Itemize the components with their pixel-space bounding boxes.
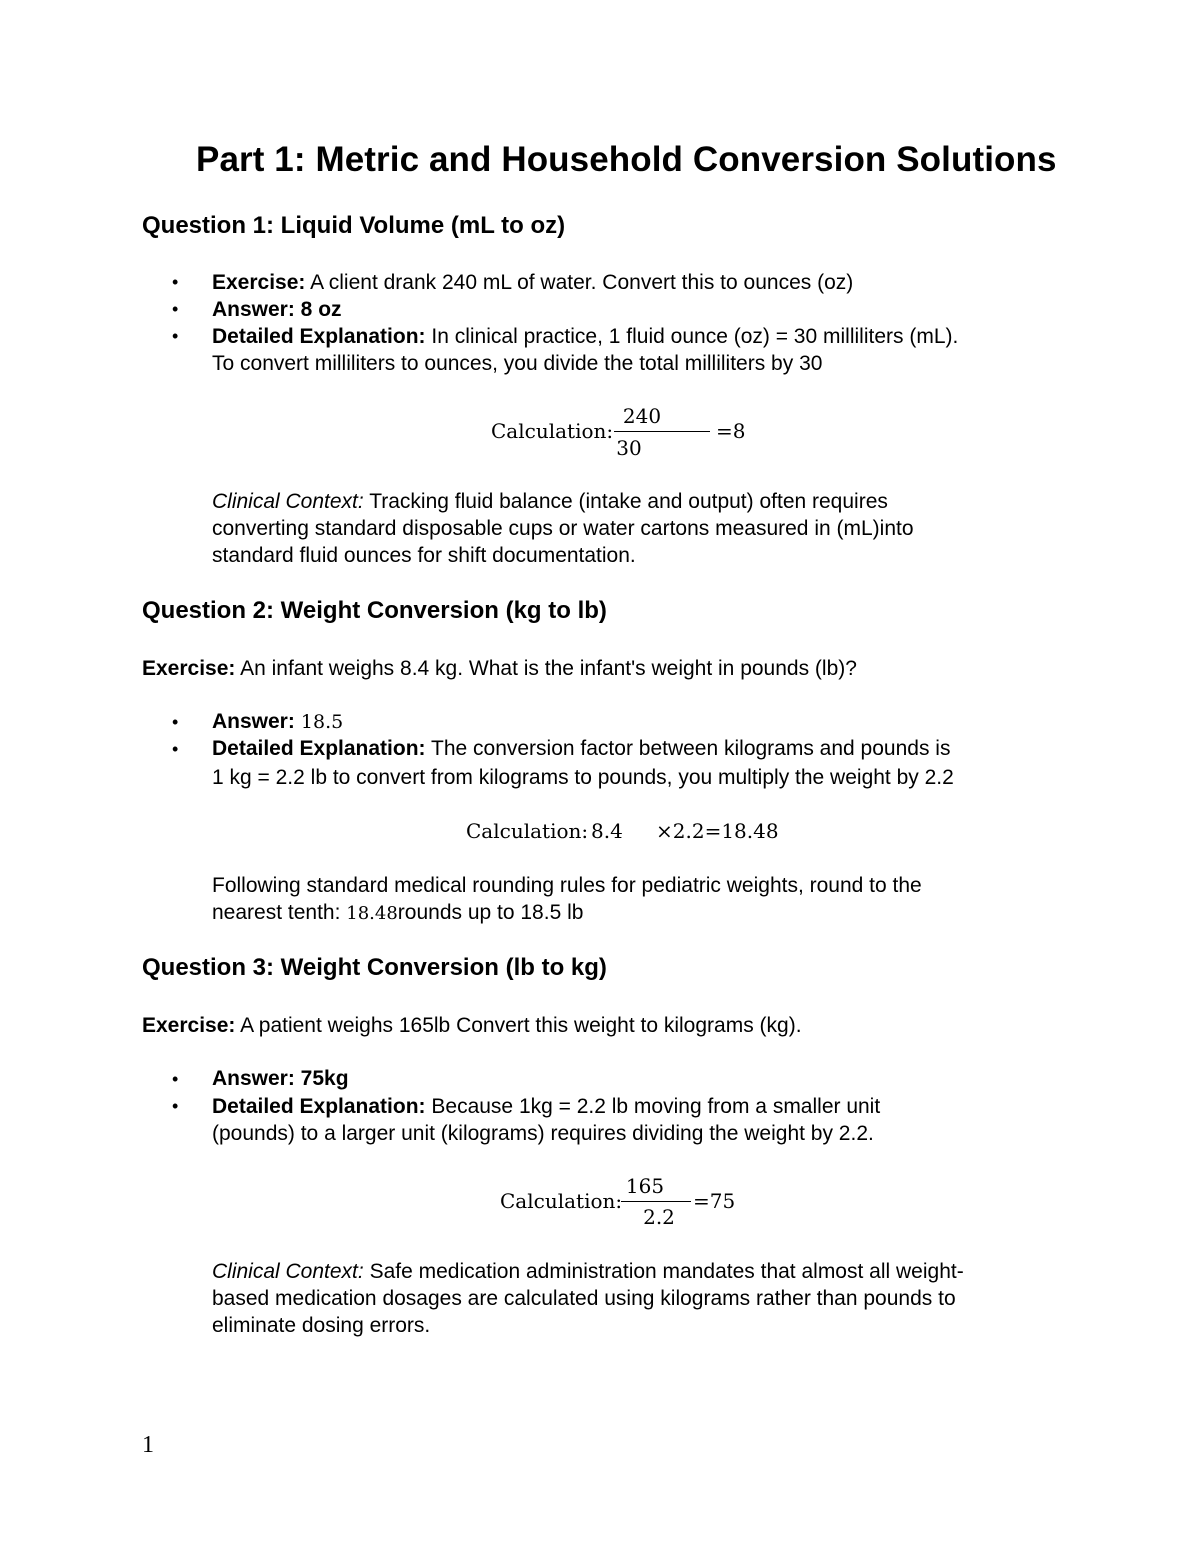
q3-explanation-label: Detailed Explanation: <box>212 1095 426 1118</box>
q2-exercise-label: Exercise: <box>142 657 236 680</box>
bullet-icon: • <box>172 1069 179 1089</box>
q1-context-label: Clinical Context: <box>212 490 364 513</box>
page-title: Part 1: Metric and Household Conversion Solutions <box>196 140 1057 179</box>
bullet-icon: • <box>172 299 179 319</box>
bullet-icon: • <box>172 1096 179 1116</box>
q3-fraction-bar <box>621 1201 691 1202</box>
bullet-icon: • <box>172 272 179 292</box>
q2-explanation-label: Detailed Explanation: <box>212 737 426 760</box>
q3-explanation-line-1 <box>212 1093 880 1120</box>
q2-explanation-text: The conversion factor between kilograms and pounds is <box>425 737 951 760</box>
q3-exercise-label: Exercise: <box>142 1014 236 1037</box>
q1-calculation-result: =8 <box>716 419 746 443</box>
q2-rounding-text-c: rounds up to 18.5 lb <box>397 901 584 924</box>
q2-calculation-result: ×2.2=18.48 <box>656 819 779 843</box>
q1-explanation-text: In clinical practice, 1 fluid ounce (oz) = 30 milliliters (mL). <box>425 325 959 348</box>
bullet-icon: • <box>172 739 179 759</box>
q3-explanation-line-2: (pounds) to a larger unit (kilograms) requires dividing the weight by 2.2. <box>212 1122 874 1145</box>
q1-context-line-3: standard fluid ounces for shift documentation. <box>212 544 636 567</box>
q3-calculation-label: Calculation: <box>500 1189 623 1213</box>
q1-calculation-numerator: 240 <box>622 404 662 428</box>
q2-exercise-text: An infant weighs 8.4 kg. What is the infant's weight in pounds (lb)? <box>235 657 857 680</box>
q3-calculation-denominator: 2.2 <box>643 1205 675 1229</box>
q3-calculation-numerator: 165 <box>625 1174 665 1198</box>
q3-exercise-text: A patient weighs 165lb Convert this weight to kilograms (kg). <box>235 1014 802 1037</box>
page-number: 1 <box>142 1432 154 1458</box>
q2-answer <box>212 708 343 736</box>
q1-explanation-line-1 <box>212 323 958 350</box>
q1-exercise <box>212 269 853 296</box>
q1-explanation-line-2: To convert milliliters to ounces, you divide the total milliliters by 30 <box>212 352 823 375</box>
q1-fraction-bar <box>614 431 710 432</box>
q3-context-text: Safe medication administration mandates that almost all weight- <box>363 1260 964 1283</box>
q1-calculation-denominator: 30 <box>616 436 642 460</box>
q3-context-line-3: eliminate dosing errors. <box>212 1314 431 1337</box>
question-1-heading: Question 1: Liquid Volume (mL to oz) <box>142 212 566 239</box>
bullet-icon: • <box>172 326 179 346</box>
q3-exercise <box>142 1014 802 1038</box>
q3-answer <box>212 1065 349 1092</box>
q3-explanation-text: Because 1kg = 2.2 lb moving from a smaller unit <box>425 1095 881 1118</box>
q2-answer-label: Answer: <box>212 710 295 733</box>
q1-calculation-label: Calculation: <box>491 419 614 443</box>
q2-rounding-text-a: nearest tenth: <box>212 901 347 924</box>
q1-context-line-2: converting standard disposable cups or water cartons measured in (mL)into <box>212 517 914 540</box>
q3-context-line-2: based medication dosages are calculated using kilograms rather than pounds to <box>212 1287 956 1310</box>
q3-answer-text: Answer: 75kg <box>212 1067 349 1090</box>
q2-calculation-label: Calculation: <box>466 819 589 843</box>
q2-calculation-value: 8.4 <box>591 819 623 843</box>
q2-rounding-line-1: Following standard medical rounding rules for pediatric weights, round to the <box>212 874 922 897</box>
q1-context-text: Tracking fluid balance (intake and output) often requires <box>363 490 888 513</box>
q2-explanation-line-1 <box>212 735 950 762</box>
q3-context-line-1 <box>212 1258 964 1285</box>
question-3-heading: Question 3: Weight Conversion (lb to kg) <box>142 954 607 981</box>
q3-calculation-result: =75 <box>693 1189 736 1213</box>
q2-rounding-line-2 <box>212 899 583 927</box>
q3-context-label: Clinical Context: <box>212 1260 364 1283</box>
q1-explanation-label: Detailed Explanation: <box>212 325 426 348</box>
q1-answer-text: Answer: 8 oz <box>212 298 342 321</box>
q1-exercise-text: A client drank 240 mL of water. Convert this to ounces (oz) <box>305 271 854 294</box>
q2-exercise <box>142 657 857 681</box>
q1-context-line-1 <box>212 488 888 515</box>
question-2-heading: Question 2: Weight Conversion (kg to lb) <box>142 597 607 624</box>
q2-explanation-line-2: 1 kg = 2.2 lb to convert from kilograms to pounds, you multiply the weight by 2.2 <box>212 766 954 789</box>
bullet-icon: • <box>172 712 179 732</box>
q1-exercise-label: Exercise: <box>212 271 306 294</box>
q2-rounding-value: 18.48 <box>346 903 398 924</box>
q2-answer-value: 18.5 <box>294 711 344 733</box>
q1-answer <box>212 296 342 323</box>
